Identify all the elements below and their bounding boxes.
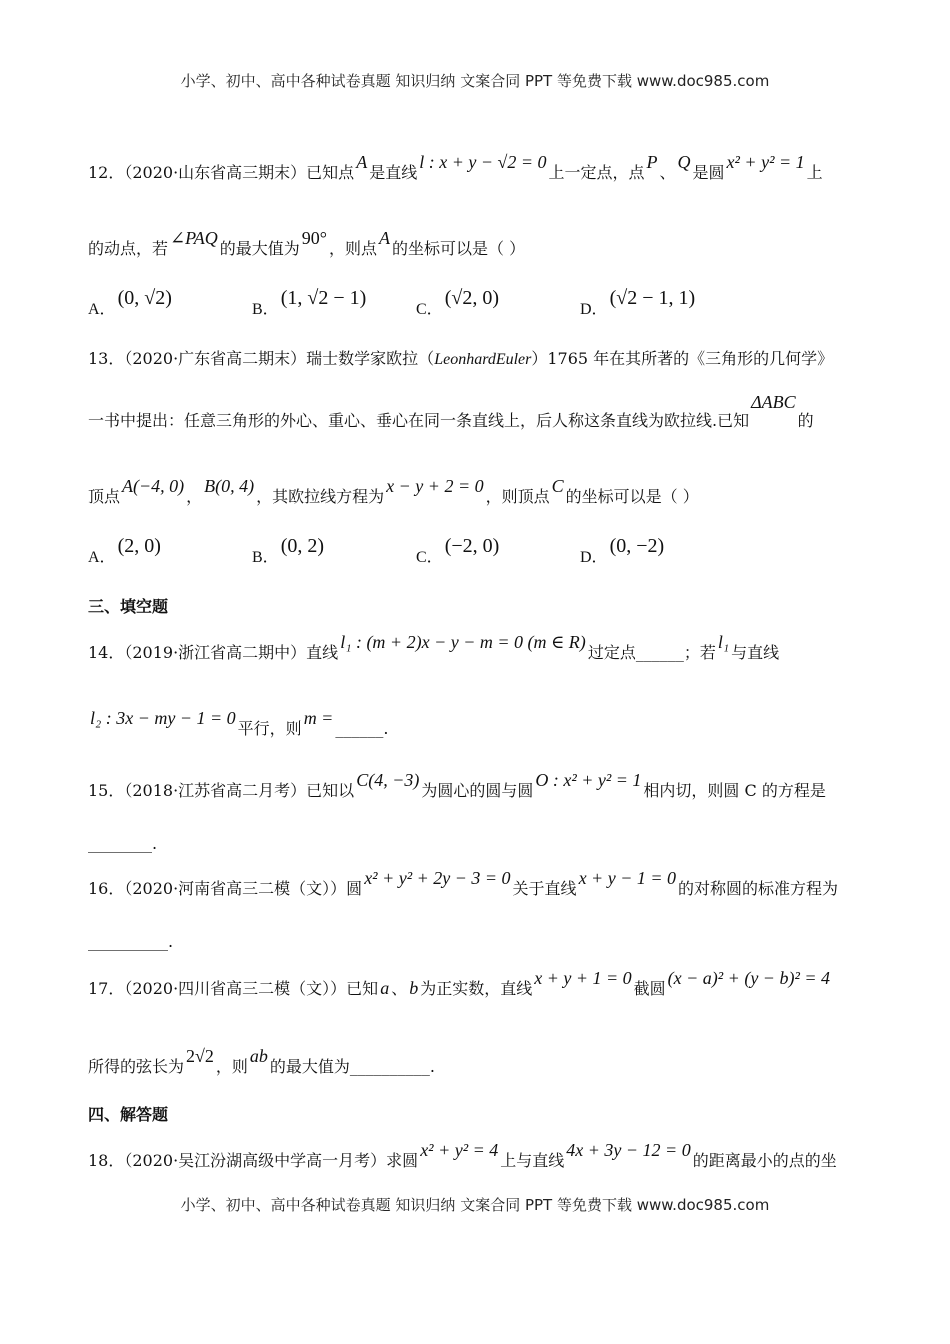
q13-option-b[interactable]: B．(0, 2) [252, 535, 325, 566]
q14-line2: l₂ : 3x − my − 1 = 0平行，则m =______. [90, 708, 389, 738]
q12-line1: 12．（2020·山东省高三期末）已知点A是直线l : x + y − √2 = 0上一定点，点P、Q是圆x² + y² = 1上 [88, 152, 823, 182]
q16-line2: __________. [88, 932, 174, 951]
q12-option-d[interactable]: D．(√2 − 1, 1) [580, 287, 696, 318]
page-footer: 小学、初中、高中各种试卷真题 知识归纳 文案合同 PPT 等免费下载 www.doc985.com [180, 1196, 770, 1214]
section-fill-in-blank: 三、填空题 [88, 597, 169, 616]
q12-option-a[interactable]: A．(0, √2) [88, 287, 172, 318]
q12-line2: 的动点，若∠PAQ的最大值为90°，则点A的坐标可以是（ ） [88, 228, 526, 258]
q16-number: 16． [88, 879, 125, 898]
q17-number: 17． [88, 979, 125, 998]
q13-option-d[interactable]: D．(0, −2) [580, 535, 665, 566]
line-l-equation: l : x + y − √2 = 0 [419, 152, 547, 172]
q18-line1: 18．（2020·吴江汾湖高级中学高一月考）求圆x² + y² = 4上与直线4x + 3y − 12 = 0的距离最小的点的坐 [88, 1140, 837, 1170]
point-A: A [356, 152, 368, 172]
q15-line2: ________. [88, 834, 158, 853]
q13-line3: 顶点A(−4, 0)，B(0, 4)，其欧拉线方程为x − y + 2 = 0，则顶点C的坐标可以是（ ） [88, 476, 699, 506]
q17-line2: 所得的弦长为2√2，则ab的最大值为__________. [88, 1046, 436, 1076]
circle-equation: x² + y² = 1 [726, 152, 805, 172]
page-header: 小学、初中、高中各种试卷真题 知识归纳 文案合同 PPT 等免费下载 www.doc985.com [180, 72, 770, 90]
q13-number: 13． [88, 349, 125, 368]
q15-number: 15． [88, 781, 125, 800]
q14-line1: 14．（2019·浙江省高二期中）直线l₁ : (m + 2)x − y − m = 0 (m ∈ R)过定点______；若l₁与直线 [88, 632, 780, 662]
q15-line1: 15．（2018·江苏省高二月考）已知以C(4, −3)为圆心的圆与圆O : x² + y² = 1相内切，则圆 C 的方程是 [88, 770, 826, 800]
q14-number: 14． [88, 643, 125, 662]
q13-line2: 一书中提出：任意三角形的外心、重心、垂心在同一条直线上，后人称这条直线为欧拉线.已知ΔABC的 [88, 392, 814, 430]
q12-number: 12． [88, 163, 125, 182]
q16-line1: 16．（2020·河南省高三二模（文））圆x² + y² + 2y − 3 = 0关于直线x + y − 1 = 0的对称圆的标准方程为 [88, 868, 838, 898]
q13-option-a[interactable]: A．(2, 0) [88, 535, 161, 566]
q13-option-c[interactable]: C．(−2, 0) [416, 535, 500, 566]
q18-number: 18． [88, 1151, 125, 1170]
q17-line1: 17．（2020·四川省高三二模（文））已知 a 、 b 为正实数，直线x + y + 1 = 0截圆(x − a)² + (y − b)² = 4 [88, 968, 830, 998]
section-answer-questions: 四、解答题 [88, 1105, 169, 1124]
q12-option-b[interactable]: B．(1, √2 − 1) [252, 287, 367, 318]
q12-option-c[interactable]: C．(√2, 0) [416, 287, 499, 318]
q13-line1: 13．（2020·广东省高二期末）瑞士数学家欧拉（LeonhardEuler）1765 年在其所著的《三角形的几何学》 [88, 349, 834, 368]
